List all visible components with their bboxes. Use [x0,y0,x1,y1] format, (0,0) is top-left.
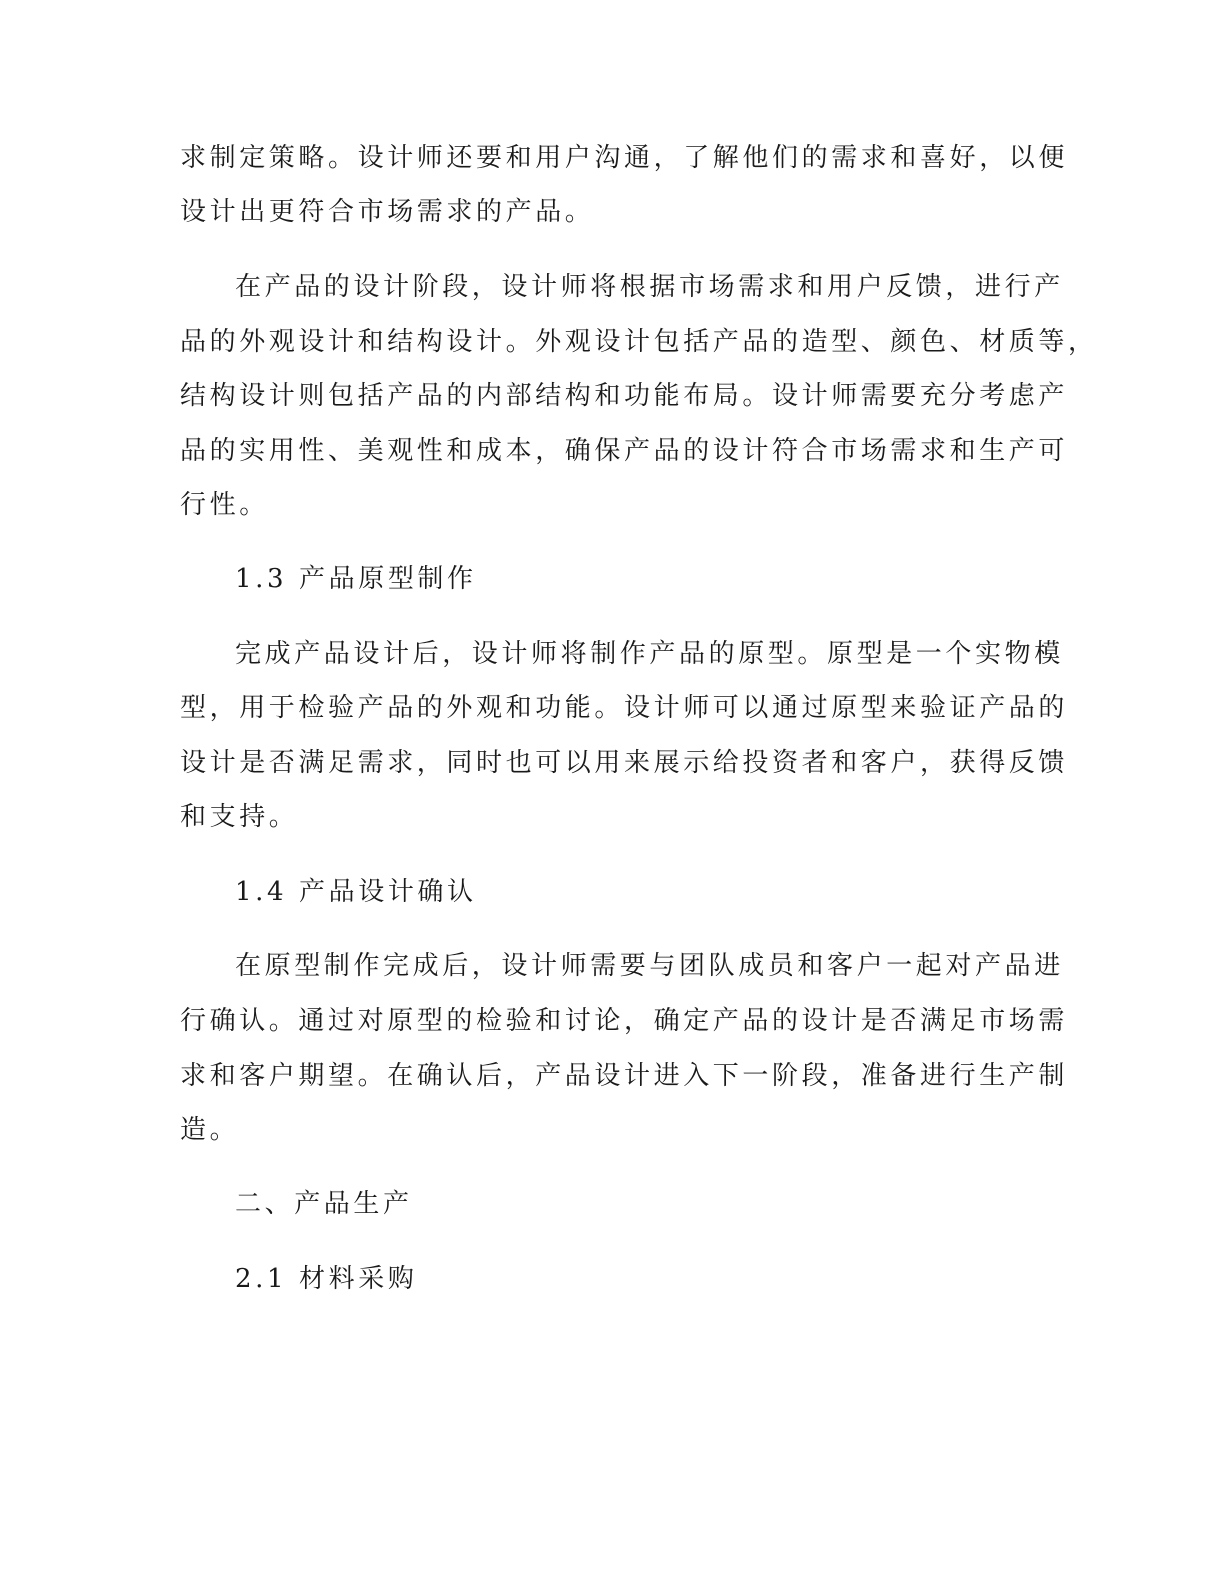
para2-line-3: 结构设计则包括产品的内部结构和功能布局。设计师需要充分考虑产 [180,381,1069,411]
para2-line-1: 在产品的设计阶段，设计师将根据市场需求和用户反馈，进行产 [235,272,1064,302]
para2-line-2: 品的外观设计和结构设计。外观设计包括产品的造型、颜色、材质等， [180,327,1098,357]
para4-line-3: 求和客户期望。在确认后，产品设计进入下一阶段，准备进行生产制 [180,1061,1069,1091]
heading-2-1: 2.1 材料采购 [235,1264,418,1294]
para2-line-4: 品的实用性、美观性和成本，确保产品的设计符合市场需求和生产可 [180,436,1069,466]
para3-line-4: 和支持。 [180,802,299,832]
para1-line-2: 设计出更符合市场需求的产品。 [180,197,595,227]
heading-1-3: 1.3 产品原型制作 [235,564,477,594]
para4-line-2: 行确认。通过对原型的检验和讨论，确定产品的设计是否满足市场需 [180,1006,1069,1036]
heading-1-4: 1.4 产品设计确认 [235,877,477,907]
para3-line-2: 型，用于检验产品的外观和功能。设计师可以通过原型来验证产品的 [180,693,1069,723]
para3-line-1: 完成产品设计后，设计师将制作产品的原型。原型是一个实物模 [235,639,1064,669]
para3-line-3: 设计是否满足需求，同时也可以用来展示给投资者和客户，获得反馈 [180,748,1069,778]
heading-section-2: 二、产品生产 [235,1189,413,1219]
para4-line-4: 造。 [180,1115,240,1145]
para1-line-1: 求制定策略。设计师还要和用户沟通，了解他们的需求和喜好，以便 [180,143,1069,173]
para4-line-1: 在原型制作完成后，设计师需要与团队成员和客户一起对产品进 [235,951,1064,981]
para2-line-5: 行性。 [180,490,269,520]
